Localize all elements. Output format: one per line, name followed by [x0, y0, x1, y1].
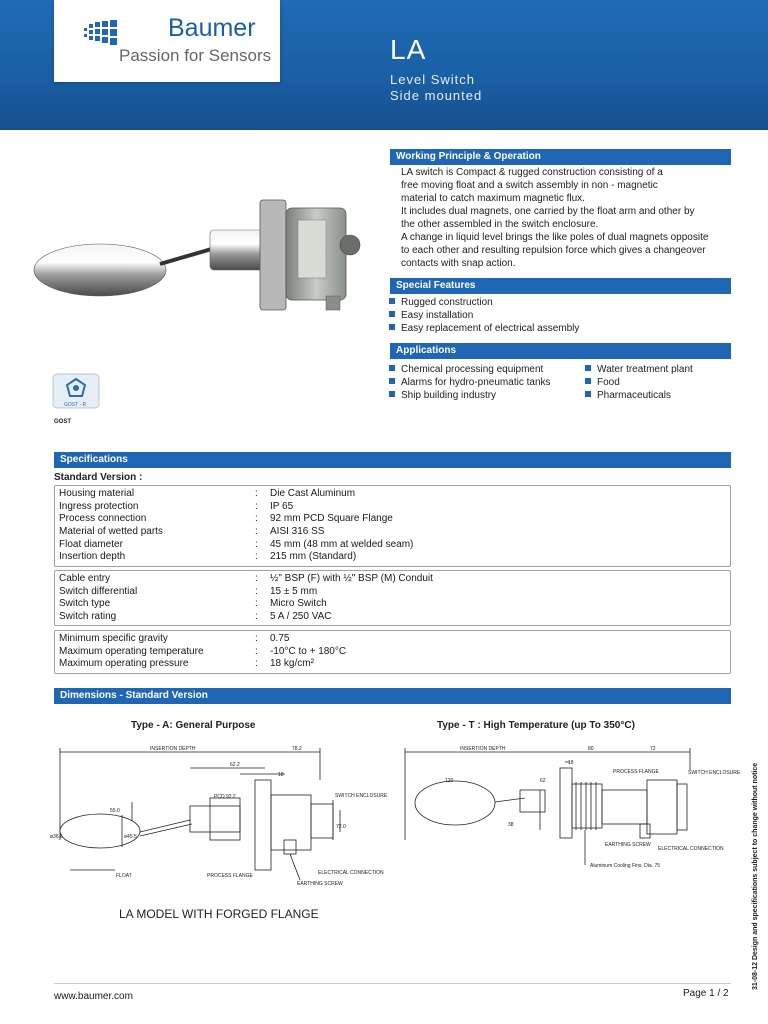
dim-label: PROCESS FLANGE: [207, 873, 253, 879]
dim-label: ø45.5: [124, 834, 137, 840]
dim-label: 80: [588, 746, 594, 752]
standard-version-label: Standard Version :: [54, 472, 143, 483]
dim-label: FLOAT: [116, 873, 132, 879]
spec-row: Switch differential : 15 ± 5 mm: [59, 585, 318, 597]
product-subtitle: Level Switch: [390, 72, 475, 87]
dim-label: SWITCH ENCLOSURE: [335, 793, 388, 799]
type-a-caption: LA MODEL WITH FORGED FLANGE: [119, 907, 319, 921]
spec-table-operating: [54, 630, 731, 674]
special-features-heading: Special Features: [390, 278, 731, 294]
dim-label: 72.0: [336, 824, 346, 830]
spec-row: Minimum specific gravity : 0.75: [59, 633, 290, 644]
dim-label: SWITCH ENCLOSURE: [688, 770, 741, 776]
dim-label: 62.2: [230, 762, 240, 768]
dim-label: Aluminum Cooling Fins, Dia. 75: [590, 863, 661, 869]
bullet-icon: [389, 298, 395, 304]
working-line: A change in liquid level brings the like poles of dual magnets opposite: [401, 232, 709, 243]
bullet-icon: [389, 324, 395, 330]
application-item: Chemical processing equipment: [389, 363, 543, 376]
dim-label: 18: [278, 772, 284, 778]
dim-label: 55.0: [110, 808, 120, 814]
feature-item: Easy replacement of electrical assembly: [389, 322, 579, 335]
dim-label: 38: [508, 822, 514, 828]
spec-row: Switch type : Micro Switch: [59, 598, 327, 610]
application-item: Alarms for hydro-pneumatic tanks: [389, 376, 551, 389]
application-item: Food: [585, 376, 620, 389]
dim-label: PCD 92.2: [214, 794, 236, 800]
bullet-icon: [389, 391, 395, 397]
applications-heading: Applications: [390, 343, 731, 359]
bullet-icon: [585, 378, 591, 384]
bullet-icon: [389, 365, 395, 371]
logo-mark-icon: [84, 20, 162, 46]
spec-table-general: [54, 485, 731, 567]
gost-label: GOST: [54, 419, 72, 425]
working-principle-heading: Working Principle & Operation: [390, 149, 731, 165]
product-title: LA: [390, 34, 427, 65]
dim-label: INSERTION DEPTH: [460, 746, 506, 752]
spec-row: Float diameter : 45 mm (48 mm at welded seam): [59, 538, 414, 550]
feature-item: Rugged construction: [389, 296, 493, 309]
type-t-drawing: [400, 740, 741, 875]
specifications-heading: Specifications: [54, 452, 731, 468]
working-line: LA switch is Compact & rugged construction consisting of a: [401, 167, 663, 178]
spec-row: Ingress protection : IP 65: [59, 500, 294, 512]
dim-label: ELECTRICAL CONNECTION: [658, 846, 724, 852]
working-line: to each other and resulting repulsion force which gives a changeover: [401, 245, 706, 256]
working-line: It includes dual magnets, one carried by the float arm and other by: [401, 206, 695, 217]
feature-item: Easy installation: [389, 309, 473, 322]
dim-label: 62: [540, 778, 546, 784]
spec-row: Material of wetted parts : AISI 316 SS: [59, 526, 325, 538]
working-line: the other assembled in the switch enclosure.: [401, 219, 599, 230]
dimensions-heading: Dimensions - Standard Version: [54, 688, 731, 704]
spec-row: Insertion depth : 215 mm (Standard): [59, 551, 357, 563]
type-a-title: Type - A: General Purpose: [131, 720, 256, 731]
dim-label: ø36.6: [50, 834, 63, 840]
dim-label: PROCESS FLANGE: [613, 769, 659, 775]
spec-row: Maximum operating temperature : -10°C to + 180°C: [59, 645, 347, 657]
footer-url[interactable]: www.baumer.com: [54, 991, 133, 1002]
bullet-icon: [585, 365, 591, 371]
brand-logo: [54, 0, 280, 82]
spec-row: Process connection : 92 mm PCD Square Flange: [59, 513, 393, 525]
brand-tagline: Passion for Sensors: [119, 46, 272, 65]
page-number: Page 1 / 2: [683, 988, 729, 999]
working-line: free moving float and a switch assembly in non - magnetic: [401, 180, 658, 191]
dim-label: 120: [445, 778, 454, 784]
type-t-title: Type - T : High Temperature (up To 350°C): [437, 720, 635, 731]
dim-label: INSERTION DEPTH: [150, 746, 196, 752]
type-a-drawing: [50, 740, 388, 890]
working-line: material to catch maximum magnetic flux.: [401, 193, 585, 204]
product-photo: [30, 190, 370, 320]
bullet-icon: [389, 311, 395, 317]
application-item: Water treatment plant: [585, 363, 693, 376]
footer-divider: [54, 983, 731, 984]
spec-row: Maximum operating pressure : 18 kg/cm²: [59, 658, 314, 670]
product-subtitle-2: Side mounted: [390, 88, 483, 103]
dim-label: 72: [650, 746, 656, 752]
vertical-notice: 31-08-12 Design and specifications subject to change without notice: [752, 762, 759, 990]
spec-table-electrical: [54, 570, 731, 626]
dim-label: 78.2: [292, 746, 302, 752]
dim-label: EARTHING SCREW: [297, 881, 343, 887]
spec-row: Cable entry : ½" BSP (F) with ½" BSP (M) Conduit: [59, 573, 433, 584]
application-item: Pharmaceuticals: [585, 389, 671, 402]
brand-name: Baumer: [168, 14, 256, 42]
gost-badge-text: GOST - R: [64, 402, 87, 408]
spec-row: Switch rating : 5 A / 250 VAC: [59, 611, 332, 623]
spec-row: Housing material : Die Cast Aluminum: [59, 488, 356, 499]
dim-label: ELECTRICAL CONNECTION: [318, 870, 384, 876]
application-item: Ship building industry: [389, 389, 496, 402]
dim-label: 18: [568, 760, 574, 766]
header-banner: [0, 0, 768, 130]
bullet-icon: [585, 391, 591, 397]
working-line: contacts with snap action.: [401, 258, 516, 269]
bullet-icon: [389, 378, 395, 384]
dim-label: EARTHING SCREW: [605, 842, 651, 848]
